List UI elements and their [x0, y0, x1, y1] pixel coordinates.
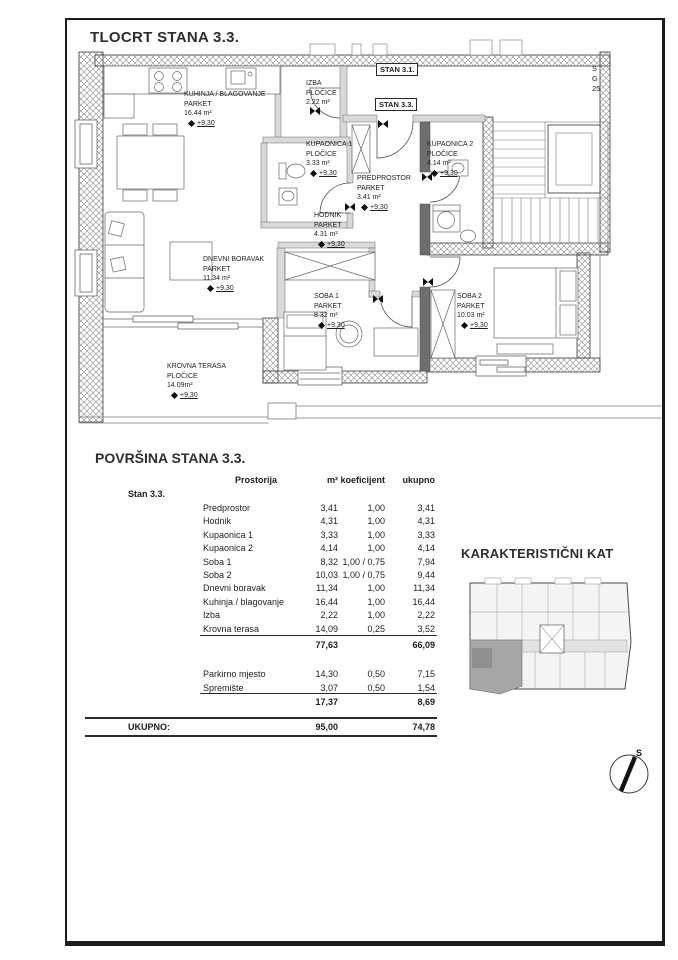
key-plan: [470, 578, 631, 694]
plan-title: TLOCRT STANA 3.3.: [90, 29, 240, 46]
col-header-koeficijent: koeficijent: [340, 475, 385, 485]
table-header-row: [85, 474, 437, 487]
sofa: [105, 212, 144, 312]
level-marker-icon: [361, 204, 368, 211]
table-row: Soba 2 10,03 1,00 / 0,75 9,44: [203, 570, 435, 580]
grand-total-row: UKUPNO: 95,00 74,78: [128, 722, 435, 732]
room-label: PREDPROSTOR PARKET 3.41 m² +9,30: [357, 175, 411, 211]
toilet-k2: [461, 230, 476, 242]
table-row: Kupaonica 2 4,14 1,00 4,14: [203, 543, 435, 554]
wardrobe-soba1: [285, 252, 375, 280]
stairs: [493, 122, 608, 243]
room-label: IZBA PLOČICE 2.22 m²: [306, 80, 337, 106]
subtotal-extra-row: 17,37 8,69: [315, 697, 435, 707]
grand-total-label: UKUPNO:: [128, 722, 170, 732]
table-row: Dnevni boravak 11,34 1,00 11,34: [203, 583, 435, 594]
table-row: Spremište 3,07 0,50 1,54: [203, 683, 435, 693]
level-marker-icon: [318, 322, 325, 329]
room-label: KUPAONICA 2 PLOČICE 4.14 m² +9,30: [427, 141, 474, 177]
room-label: SOBA 2 PARKET 10.03 m² +9,30: [457, 293, 488, 329]
level-marker-icon: [310, 170, 317, 177]
sink: [226, 68, 256, 89]
room-label: KROVNA TERASA PLOČICE 14.09m² +9,30: [167, 363, 227, 399]
area-table: [85, 450, 437, 750]
washing-machine: [433, 205, 460, 232]
unit-label-stan-33: STAN 3.3.: [375, 98, 417, 111]
col-header-prostorija: Prostorija: [235, 475, 278, 485]
key-plan-title: KARAKTERISTIČNI KAT: [461, 546, 614, 561]
key-plan-core: [540, 625, 564, 653]
level-marker-icon: [207, 285, 214, 292]
subtotal-rule-2: [200, 693, 437, 694]
toilet-k1: [279, 163, 305, 179]
table-row: Kuhinja / blagovanje 16,44 1,00 16,44: [203, 596, 435, 607]
bed-soba2: [494, 268, 578, 338]
table-row: Predprostor 3,41 1,00 3,41: [203, 503, 435, 513]
table-title: POVRŠINA STANA 3.3.: [95, 450, 246, 466]
grand-total-rule-bottom: [85, 735, 437, 737]
level-marker-icon: [171, 392, 178, 399]
clipped-side-text: S G 25: [592, 64, 601, 93]
grand-total-rule-top: [85, 717, 437, 719]
level-marker-icon: [461, 322, 468, 329]
table-row: Hodnik 4,31 1,00 4,31: [203, 516, 435, 527]
table-row: Izba 2,22 1,00 2,22: [203, 610, 435, 621]
top-wall-fixtures: [310, 40, 522, 55]
room-label: KUPAONICA 1 PLOČICE 3.33 m² +9,30: [306, 141, 353, 177]
table-row: Kupaonica 1 3,33 1,00 3,33: [203, 529, 435, 540]
north-arrow-icon: [610, 755, 648, 793]
compass-north-label: S: [636, 748, 643, 758]
room-label: DNEVNI BORAVAK PARKET 11.34 m² +9,30: [203, 256, 265, 292]
unit-label-stan-31: STAN 3.1.: [376, 63, 418, 76]
level-marker-icon: [188, 120, 195, 127]
level-marker-icon: [431, 170, 438, 177]
desk-soba1: [374, 328, 418, 356]
room-label: KUHINJA / BLAGOVANJE PARKET 16.44 m² +9,30: [184, 91, 266, 127]
floor-plan: [75, 40, 661, 423]
table-row: Parkirno mjesto 14,30 0,50 7,15: [203, 669, 435, 679]
room-label: SOBA 1 PARKET 8.32 m² +9,30: [314, 293, 345, 329]
level-marker-icon: [318, 241, 325, 248]
group-label: Stan 3.3.: [128, 489, 166, 499]
washbasin-k1: [279, 188, 297, 205]
dining-table: [117, 124, 184, 201]
highlighted-terrace: [472, 648, 492, 668]
table-row: Krovna terasa 14,09 0,25 3,52: [203, 623, 435, 634]
group-label-row: [85, 488, 437, 501]
col-header-ukupno: ukupno: [402, 475, 435, 485]
subtotal-rule-1: [200, 635, 437, 636]
wardrobe-soba2: [431, 290, 455, 358]
col-header-m2: m²: [327, 475, 338, 485]
room-label: HODNIK PARKET 4.31 m² +9,30: [314, 212, 345, 248]
bench-soba2: [497, 344, 553, 354]
hall-wardrobe: [352, 125, 370, 173]
table-row: Soba 1 8,32 1,00 / 0,75 7,94: [203, 556, 435, 567]
subtotal-main-row: 77,63 66,09: [315, 640, 435, 650]
stove: [149, 68, 187, 93]
